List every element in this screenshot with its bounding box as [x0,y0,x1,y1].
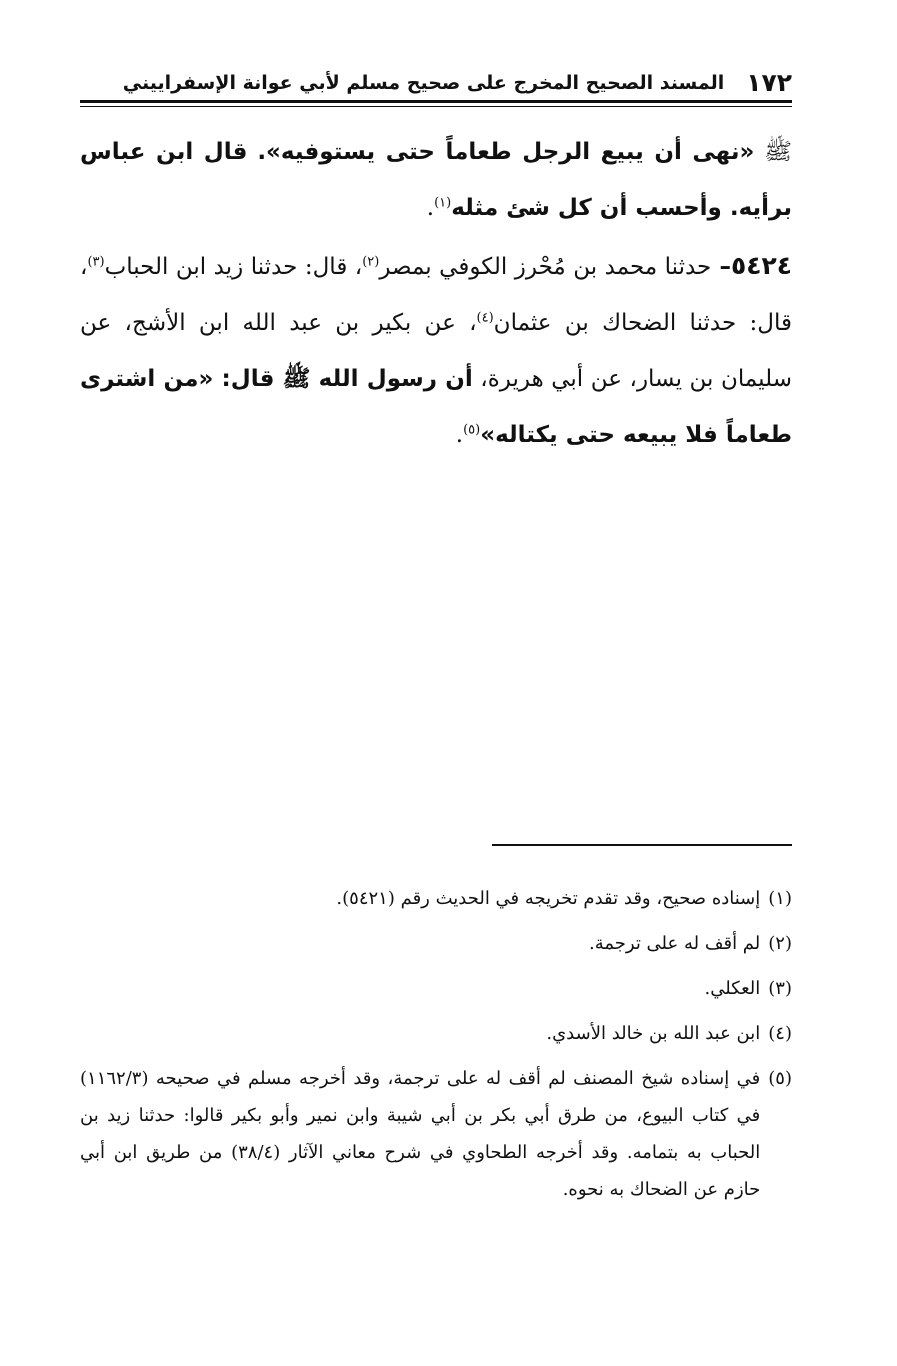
isnad-part-3: ، قال: حدثنا الضحاك بن عثمان [80,254,792,336]
footnote-text: إسناده صحيح، وقد تقدم تخريجه في الحديث رقم (٥٤٢١). [336,888,761,909]
footnote-item [80,1060,792,1208]
hadith-number: ٥٤٢٤ [730,251,793,280]
footnote-marker: (١) [768,888,792,909]
paragraph-hadith-5424 [80,238,792,463]
page-header [80,60,792,98]
footnotes [80,880,792,1216]
paragraph-end: . [455,422,464,448]
footnote-marker: (٥) [768,1068,792,1089]
footnote-separator [492,844,792,846]
header-rule-thick [80,100,792,103]
isnad-part-2: ، قال: حدثنا زيد ابن الحباب [104,254,363,280]
footnote-item [80,1015,792,1052]
footnote-text: لم أقف له على ترجمة. [588,933,761,954]
matn-text: أن رسول الله ﷺ قال: «من اشترى طعاماً فلا يبيعه حتى يكتاله» [80,366,792,448]
paragraph-hadith-continuation [80,124,792,236]
paragraph-end: . [426,195,435,221]
running-title: المسند الصحيح المخرج على صحيح مسلم لأبي عوانة الإسفراييني [122,72,725,94]
salutation-glyph: ﷺ [764,139,793,165]
footnote-ref-5[interactable]: (٥) [463,422,481,438]
footnote-text: العكلي. [704,978,761,999]
footnote-marker: (٢) [768,933,792,954]
footnote-ref-4[interactable]: (٤) [476,310,494,326]
isnad-part-1: حدثنا محمد بن مُحْرز الكوفي بمصر [379,254,712,280]
footnote-item [80,970,792,1007]
footnote-item [80,925,792,962]
hadith-dash: – [711,254,731,280]
footnote-marker: (٣) [768,978,792,999]
footnote-marker: (٤) [768,1023,792,1044]
footnote-ref-1[interactable]: (١) [434,195,452,211]
footnote-text: ابن عبد الله بن خالد الأسدي. [546,1023,761,1044]
footnote-text: في إسناده شيخ المصنف لم أقف له على ترجمة، وقد أخرجه مسلم في صحيحه (١١٦٢/٣) في كتاب البيوع، من طرق أبي بكر بن أبي شيبة وابن نمير وأبو بكير قالوا: حدثنا زيد بن الحباب به بتمامه. وقد أخرجه الطحاوي في شرح معاني الآثار (٣٨/٤) من طريق ابن أبي حازم عن الضحاك به نحوه. [80,1068,761,1200]
page-number: ١٧٢ [746,68,792,97]
commentary-text: قال ابن عباس برأيه. وأحسب أن كل شئ مثله [80,139,792,221]
header-rule-thin [80,106,792,107]
footnote-ref-3[interactable]: (٣) [87,254,105,270]
book-page [80,60,792,1260]
footnote-item [80,880,792,917]
hadith-text: «نهى أن يبيع الرجل طعاماً حتى يستوفيه». [257,139,755,165]
footnote-ref-2[interactable]: (٢) [362,254,380,270]
isnad-part-4: ، عن بكير بن عبد الله ابن الأشج، عن سليمان بن يسار، عن أبي هريرة، [80,310,792,392]
main-text [80,124,792,463]
